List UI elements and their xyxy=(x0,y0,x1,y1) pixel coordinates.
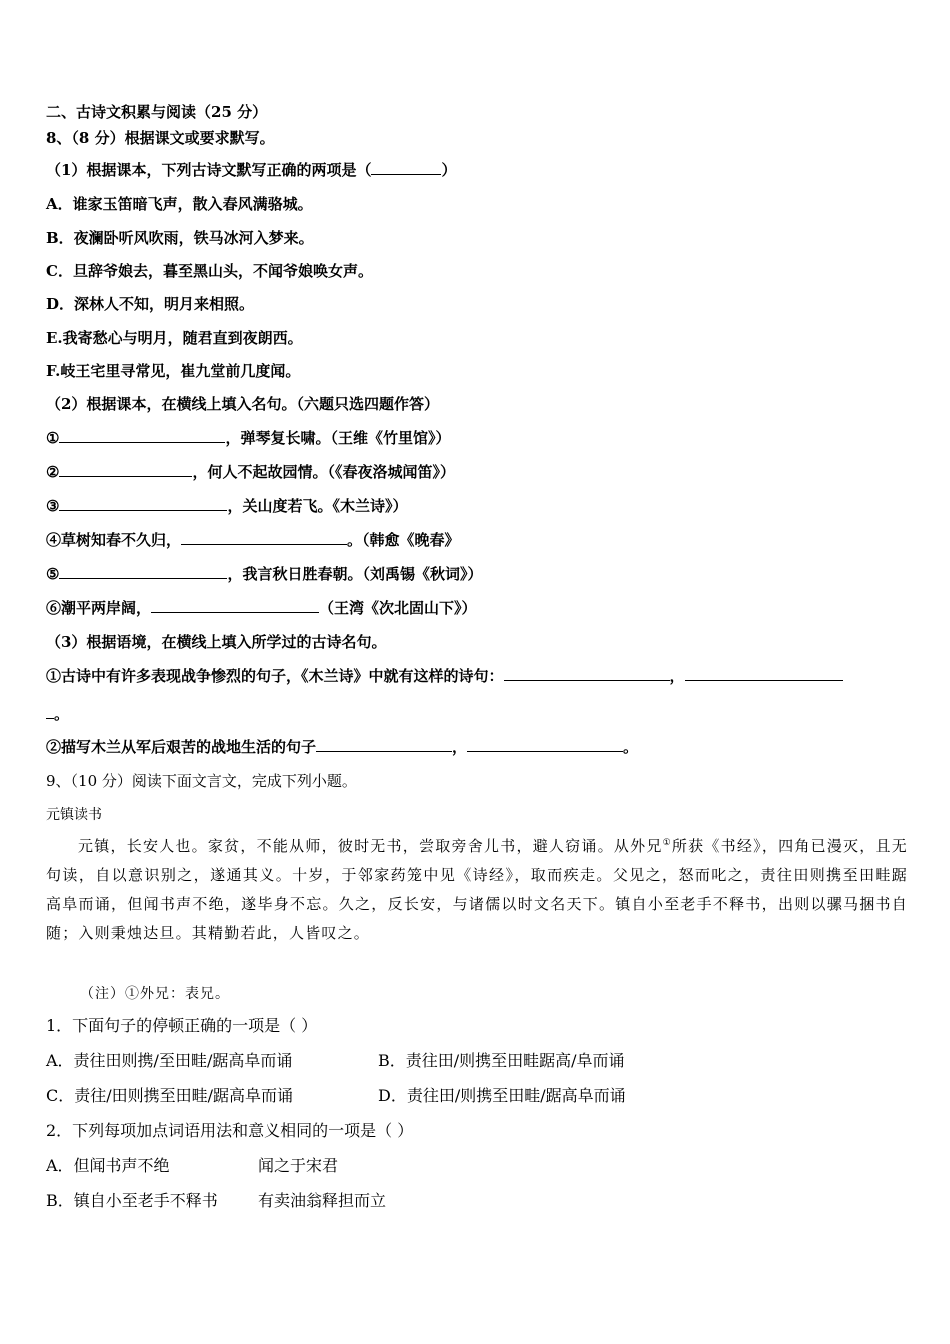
item-suffix: ，关山度若飞。《木兰诗》） xyxy=(227,497,408,515)
item-suffix: （王湾《次北固山下》） xyxy=(319,599,477,617)
q9-sub1-question: 1．下面句子的停顿正确的一项是（ ） xyxy=(46,1016,318,1035)
q8-part2-item-4 xyxy=(46,530,460,550)
answer-blank[interactable] xyxy=(371,160,441,175)
q8-part2-item-1 xyxy=(46,428,450,448)
item-prefix: ② xyxy=(46,463,60,481)
q8-option-e: E.我寄愁心与明月，随君直到夜朗西。 xyxy=(46,329,303,347)
q8-part1-prompt xyxy=(46,160,456,180)
item-prefix: ④草树知春不久归， xyxy=(46,531,182,549)
answer-blank[interactable] xyxy=(59,462,192,477)
item-suffix: 。（韩愈《晚春》 xyxy=(347,531,460,549)
item-suffix: ，我言秋日胜春朝。（刘禹锡《秋词》） xyxy=(227,565,483,583)
q8-part1-prompt-text: （1）根据课本，下列古诗文默写正确的两项是（ xyxy=(46,161,372,179)
q9-sub1-option-b[interactable]: B．责往田/则携至田畦踞高/阜而诵 xyxy=(378,1051,625,1070)
footnote-mark: ① xyxy=(662,838,672,848)
q8-option-a: A．谁家玉笛暗飞声，散入春风满骆城。 xyxy=(46,195,313,213)
item-end: 。 xyxy=(623,738,639,756)
q9-sub2-option-b-right: 有卖油翁释担而立 xyxy=(258,1191,387,1210)
item-prefix: ⑤ xyxy=(46,565,60,583)
q8-part1-prompt-close: ） xyxy=(441,161,457,179)
passage-body xyxy=(46,832,908,948)
q9-sub2-option-a-right: 闻之于宋君 xyxy=(258,1156,339,1175)
passage-title: 元镇读书 xyxy=(46,807,102,823)
answer-blank[interactable] xyxy=(46,704,54,719)
answer-blank[interactable] xyxy=(504,666,670,681)
q9-sub1-option-d[interactable]: D．责往田/则携至田畦/踞高阜而诵 xyxy=(378,1086,626,1105)
item-suffix: ，弹琴复长啸。（王维《竹里馆》） xyxy=(225,429,451,447)
item-comma: ， xyxy=(452,738,468,756)
q8-part2-prompt: （2）根据课本，在横线上填入名句。（六题只选四题作答） xyxy=(46,395,439,413)
q8-option-f: F.岐王宅里寻常见，崔九堂前几度闻。 xyxy=(46,362,301,380)
q9-sub1-option-a[interactable]: A．责往田则携/至田畦/踞高阜而诵 xyxy=(46,1051,293,1070)
answer-blank[interactable] xyxy=(59,496,227,511)
answer-blank[interactable] xyxy=(59,428,225,443)
item-suffix: ，何人不起故园情。（《春夜洛城闻笛》） xyxy=(192,463,455,481)
q8-part2-item-6 xyxy=(46,598,477,618)
item-comma: ， xyxy=(669,667,685,685)
q8-part3-item-2 xyxy=(46,737,638,757)
q8-part2-item-3 xyxy=(46,496,407,516)
passage-text-b: 所获《书经》，四角已漫灭，且无句读，自以意识别之，遂通其义。十岁，于邻家药笼中见《诗经》，取而疾走。父见之，怒而叱之，责往田则携至田畦踞高阜而诵，但闻书声不绝，遂毕身不忘。久之，反长安，与诸儒以时文名天下。镇自小至老手不释书，出则以骡马捆书自随；入则秉烛达旦。其精勤若此，人皆叹之。 xyxy=(46,837,908,942)
item-text: ①古诗中有许多表现战争惨烈的句子，《木兰诗》中就有这样的诗句： xyxy=(46,667,504,685)
q8-part2-item-5 xyxy=(46,564,482,584)
q8-option-d: D．深林人不知，明月来相照。 xyxy=(46,295,255,313)
q9-sub2-option-b-left[interactable]: B．镇自小至老手不释书 xyxy=(46,1191,218,1210)
q9-sub2-option-a-left[interactable]: A．但闻书声不绝 xyxy=(46,1156,170,1175)
item-prefix: ① xyxy=(46,429,60,447)
answer-blank[interactable] xyxy=(151,598,319,613)
answer-blank[interactable] xyxy=(316,737,452,752)
q8-header: 8、（8 分）根据课文或要求默写。 xyxy=(46,129,275,147)
item-prefix: ⑥潮平两岸阔， xyxy=(46,599,152,617)
item-end: 。 xyxy=(54,705,70,723)
answer-blank[interactable] xyxy=(59,564,227,579)
q9-header: 9、（10 分）阅读下面文言文，完成下列小题。 xyxy=(46,772,357,790)
q8-part3-item-1 xyxy=(46,666,843,686)
q9-sub2-question: 2．下列每项加点词语用法和意义相同的一项是（ ） xyxy=(46,1121,414,1140)
passage-note: （注）①外兄：表兄。 xyxy=(80,986,230,1002)
item-text: ②描写木兰从军后艰苦的战地生活的句子 xyxy=(46,738,317,756)
passage-text-a: 元镇，长安人也。家贫，不能从师，彼时无书，尝取旁舍儿书，避人窃诵。从外兄 xyxy=(78,837,663,855)
q8-option-c: C．旦辞爷娘去，暮至黑山头，不闻爷娘唤女声。 xyxy=(46,262,373,280)
answer-blank[interactable] xyxy=(467,737,623,752)
answer-blank[interactable] xyxy=(685,666,843,681)
section-title: 二、古诗文积累与阅读（25 分） xyxy=(46,103,268,121)
q8-part3-prompt: （3）根据语境，在横线上填入所学过的古诗名句。 xyxy=(46,633,387,651)
q8-part2-item-2 xyxy=(46,462,455,482)
answer-blank[interactable] xyxy=(181,530,347,545)
item-prefix: ③ xyxy=(46,497,60,515)
q9-sub1-option-c[interactable]: C．责往/田则携至田畦/踞高阜而诵 xyxy=(46,1086,294,1105)
q8-part3-item-1-cont xyxy=(46,704,69,724)
q8-option-b: B．夜澜卧听风吹雨，铁马冰河入梦来。 xyxy=(46,229,314,247)
